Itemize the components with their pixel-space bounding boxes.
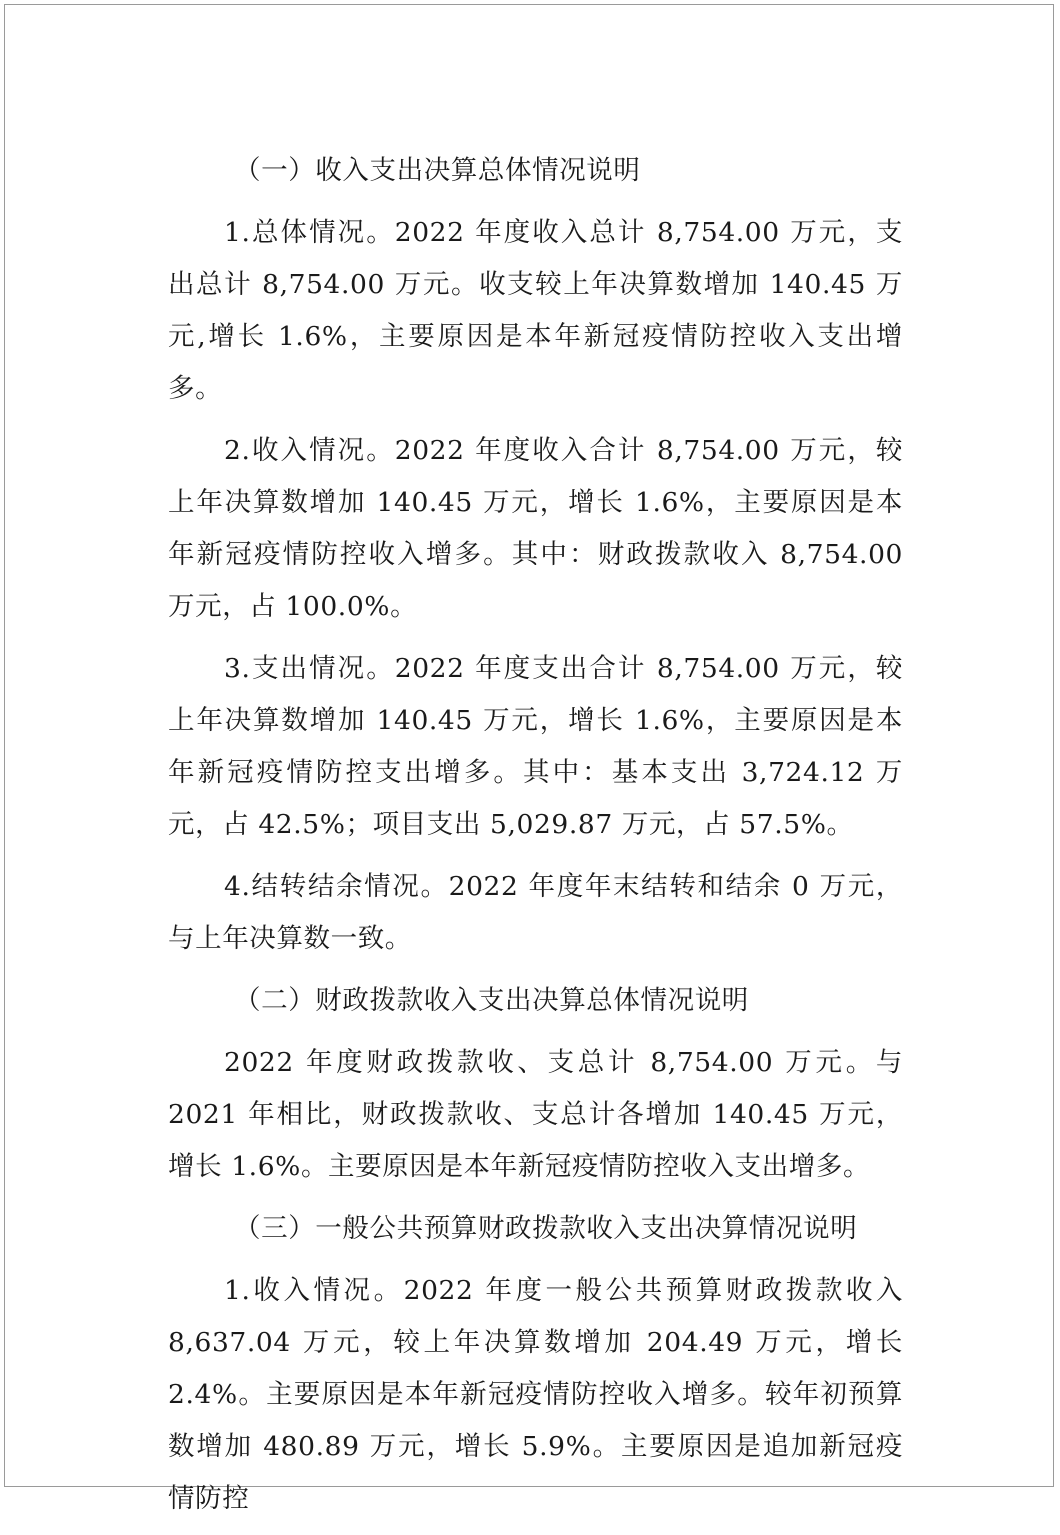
section-heading-3: （三）一般公共预算财政拨款收入支出决算情况说明 (234, 1213, 858, 1244)
paragraph-overall: 1.总体情况。2022 年度收入总计 8,754.00 万元，支出总计 8,754.00 万元。收支较上年决算数增加 140.45 万元,增长 1.6%，主要原因是本年新冠疫情防控收入支出增多。 (168, 217, 903, 404)
paragraph-expenditure: 3.支出情况。2022 年度支出合计 8,754.00 万元，较上年决算数增加 140.45 万元，增长 1.6%，主要原因是本年新冠疫情防控支出增多。其中：基本支出 3,724.12 万元，占 42.5%；项目支出 5,029.87 万元，占 57.5%。 (168, 653, 903, 840)
section-heading-2: （二）财政拨款收入支出决算总体情况说明 (234, 985, 749, 1016)
paragraph-fiscal-appropriation: 2022 年度财政拨款收、支总计 8,754.00 万元。与 2021 年相比，财政拨款收、支总计各增加 140.45 万元，增长 1.6%。主要原因是本年新冠疫情防控收入支出增多。 (168, 1047, 903, 1182)
document-page (4, 4, 1054, 1514)
document-body (168, 145, 903, 1535)
paragraph-general-budget-income: 1.收入情况。2022 年度一般公共预算财政拨款收入 8,637.04 万元，较上年决算数增加 204.49 万元，增长 2.4%。主要原因是本年新冠疫情防控收入增多。较年初预算数增加 480.89 万元，增长 5.9%。主要原因是追加新冠疫情防控 (168, 1275, 903, 1514)
paragraph-income: 2.收入情况。2022 年度收入合计 8,754.00 万元，较上年决算数增加 140.45 万元，增长 1.6%，主要原因是本年新冠疫情防控收入增多。其中：财政拨款收入 8,754.00 万元，占 100.0%。 (168, 435, 903, 622)
paragraph-carryover: 4.结转结余情况。2022 年度年末结转和结余 0 万元，与上年决算数一致。 (168, 871, 903, 954)
section-heading-1: （一）收入支出决算总体情况说明 (234, 155, 641, 186)
